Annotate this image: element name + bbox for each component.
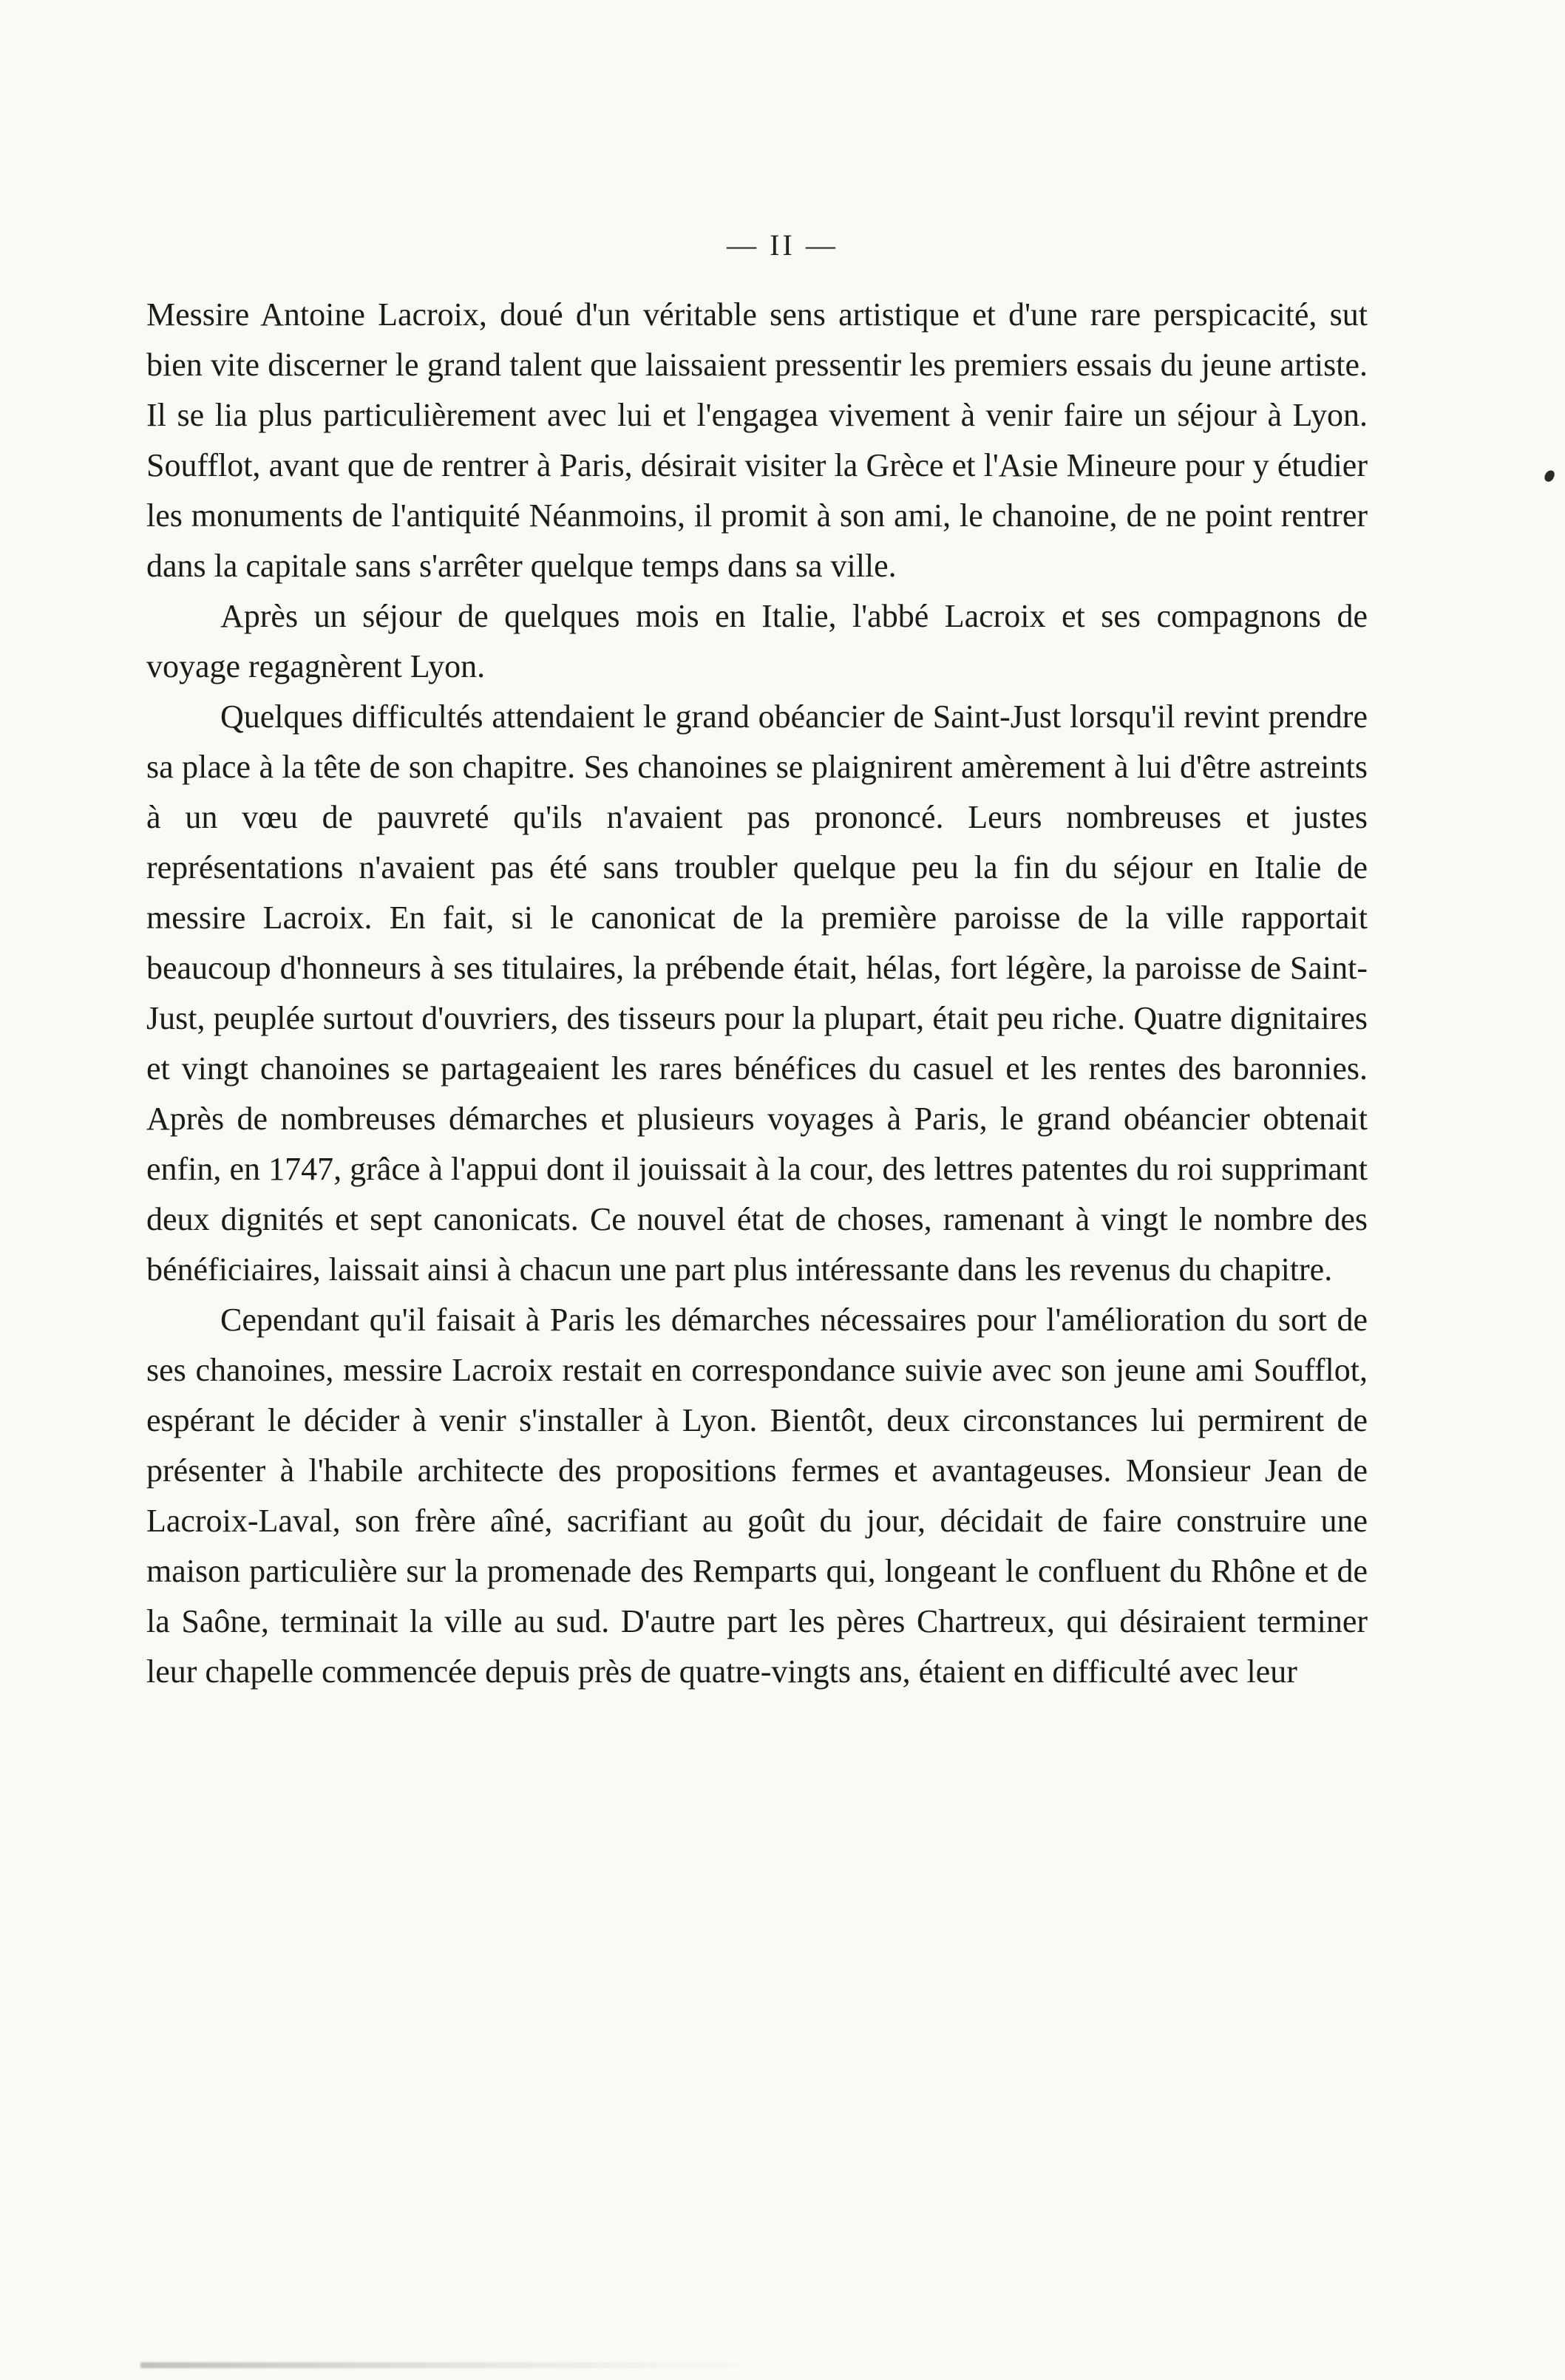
page-text xyxy=(146,290,1368,1697)
page-number: — II — xyxy=(727,228,838,262)
scan-artifact-speck xyxy=(1544,469,1556,483)
paragraph: Cependant qu'il faisait à Paris les démarches nécessaires pour l'amélioration du sort de ses chanoines, messire Lacroix restait en correspondance suivie avec son jeune ami Soufflot, espérant le décider à venir s'installer à Lyon. Bientôt, deux circonstances lui permirent de présenter à l'habile architecte des propositions fermes et avantageuses. Monsieur Jean de Lacroix-Laval, son frère aîné, sacrifiant au goût du jour, décidait de faire construire une maison particulière sur la promenade des Remparts qui, longeant le confluent du Rhône et de la Saône, terminait la ville au sud. D'autre part les pères Chartreux, qui désiraient terminer leur chapelle commencée depuis près de quatre-vingts ans, étaient en difficulté avec leur xyxy=(146,1302,1368,1690)
paragraph: Messire Antoine Lacroix, doué d'un véritable sens artistique et d'une rare perspicacité, sut bien vite discerner le grand talent que laissaient pressentir les premiers essais du jeune artiste. Il se lia plus particulièrement avec lui et l'engagea vivement à venir faire un séjour à Lyon. Soufflot, avant que de rentrer à Paris, désirait visiter la Grèce et l'Asie Mineure pour y étudier les monuments de l'antiquité Néanmoins, il promit à son ami, le chanoine, de ne point rentrer dans la capitale sans s'arrêter quelque temps dans sa ville. xyxy=(146,296,1368,584)
paragraph: Quelques difficultés attendaient le grand obéancier de Saint-Just lorsqu'il revint prendre sa place à la tête de son chapitre. Ses chanoines se plaignirent amèrement à lui d'être astreints à un vœu de pauvreté qu'ils n'avaient pas prononcé. Leurs nombreuses et justes représentations n'avaient pas été sans troubler quelque peu la fin du séjour en Italie de messire Lacroix. En fait, si le canonicat de la première paroisse de la ville rapportait beaucoup d'honneurs à ses titulaires, la prébende était, hélas, fort légère, la paroisse de Saint-Just, peuplée surtout d'ouvriers, des tisseurs pour la plupart, était peu riche. Quatre dignitaires et vingt chanoines se partageaient les rares bénéfices du casuel et les rentes des baronnies. Après de nombreuses démarches et plusieurs voyages à Paris, le grand obéancier obtenait enfin, en 1747, grâce à l'appui dont il jouissait à la cour, des lettres patentes du roi supprimant deux dignités et sept canonicats. Ce nouvel état de choses, ramenant à vingt le nombre des bénéficiaires, laissait ainsi à chacun une part plus intéressante dans les revenus du chapitre. xyxy=(146,698,1368,1288)
paragraph: Après un séjour de quelques mois en Italie, l'abbé Lacroix et ses compagnons de voyage regagnèrent Lyon. xyxy=(146,598,1368,684)
scan-artifact-smudge xyxy=(140,2362,747,2368)
